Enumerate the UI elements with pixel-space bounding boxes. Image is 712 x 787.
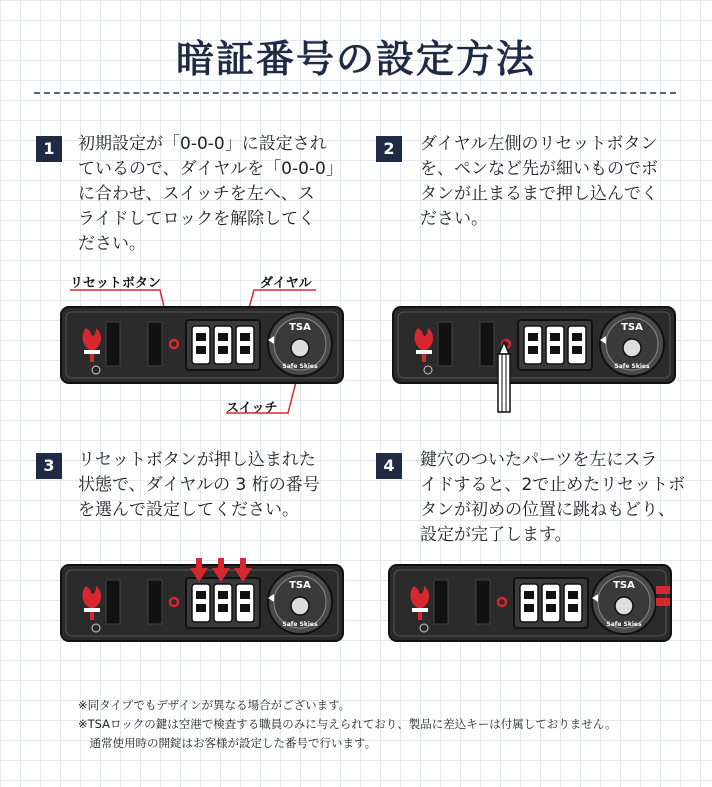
page-title: 暗証番号の設定方法 [175, 37, 536, 81]
footnote-2: ※TSAロックの鍵は空港で検査する職員のみに与えられており、製品に差込キーは付属しておりません。 [78, 717, 617, 731]
footnotes [78, 696, 617, 753]
svg-text:TSA: TSA [289, 322, 311, 333]
step-1-text: 初期設定が「0-0-0」に設定され ているので、ダイヤルを「0-0-0」 に合わせ、スイッチを左へ、ス ライドしてロックを解除してく ださい。 [78, 134, 343, 254]
switch-callout: スイッチ [226, 401, 278, 416]
step-2-text: ダイヤル左側のリセットボタン を、ペンなど先が細いものでボ タンが止まるまで押し込んでく ださい。 [420, 134, 658, 229]
step-4-text: 鍵穴のついたパーツを左にスラ イドすると、2で止めたリセットボ タンが初めの位置に跳ねもどり、 設定が完了します。 [420, 450, 686, 545]
tsa-lock-1 [60, 306, 344, 384]
tsa-lock-2 [392, 306, 676, 384]
reset-button-callout: リセットボタン [70, 276, 161, 291]
dial-callout: ダイヤル [260, 276, 312, 291]
svg-text:TSA: TSA [621, 322, 643, 333]
svg-text:TSA: TSA [613, 580, 635, 591]
dial-arrows-icon [186, 558, 266, 584]
svg-text:Safe Skies: Safe Skies [282, 363, 318, 370]
svg-text:TSA: TSA [289, 580, 311, 591]
svg-text:Safe Skies: Safe Skies [606, 621, 642, 628]
pen-icon [494, 340, 514, 414]
step-3-text: リセットボタンが押し込まれた 状態で、ダイヤルの 3 桁の番号 を選んで設定してください。 [78, 450, 320, 520]
step-1-badge: 1 [36, 136, 62, 162]
footnote-1: ※同タイプでもデザインが異なる場合がございます。 [78, 698, 351, 712]
step-2-badge: 2 [376, 136, 402, 162]
step-4-badge: 4 [376, 453, 402, 479]
svg-text:Safe Skies: Safe Skies [614, 363, 650, 370]
footnote-3: 通常使用時の開錠はお客様が設定した番号で行います。 [78, 736, 377, 750]
tsa-lock-4 [388, 564, 672, 642]
step-3-badge: 3 [36, 453, 62, 479]
svg-text:Safe Skies: Safe Skies [282, 621, 318, 628]
